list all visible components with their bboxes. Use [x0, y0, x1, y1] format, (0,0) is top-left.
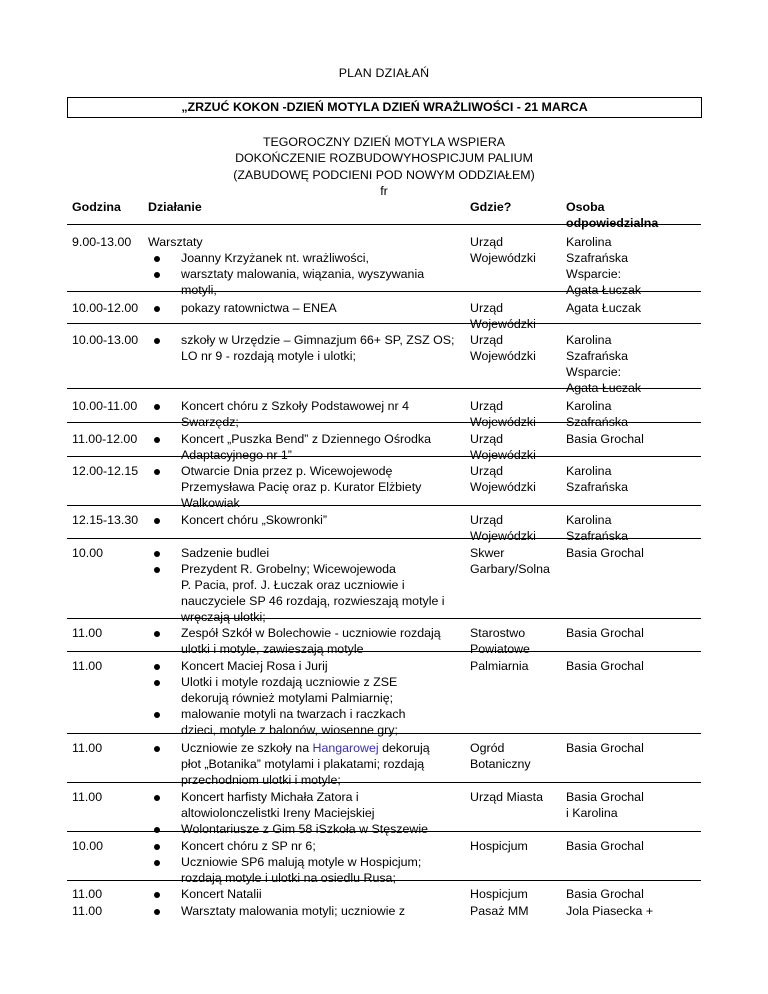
- row-divider: [67, 224, 701, 225]
- bullet-icon: [154, 827, 160, 833]
- place-cell: Wojewódzki: [470, 448, 536, 462]
- action-item: warsztaty malowania, wiązania, wyszywania: [181, 267, 425, 281]
- action-item: Zespół Szkół w Bolechowie - uczniowie rozdają: [181, 626, 441, 640]
- place-cell: Hospicjum: [470, 839, 528, 853]
- subtitle-line: (ZABUDOWĘ PODCIENI POD NOWYM ODDZIAŁEM): [233, 167, 535, 182]
- time-cell: 10.00-11.00: [72, 399, 138, 413]
- place-cell: Ogród: [470, 741, 505, 755]
- time-cell: 10.00: [72, 839, 104, 853]
- action-item-cont: płot „Botanika” motylami i plakatami; rozdają: [181, 757, 425, 771]
- place-cell: Wojewódzki: [470, 415, 536, 429]
- place-cell: Urząd: [470, 333, 504, 347]
- person-cell: Karolina: [566, 513, 612, 527]
- person-cell: Karolina: [566, 399, 612, 413]
- action-item-cont: przechodniom ulotki i motyle;: [181, 773, 341, 787]
- subtitle-line: fr: [380, 184, 388, 199]
- place-cell: Starostwo: [470, 626, 526, 640]
- row-divider: [67, 651, 701, 652]
- place-cell: Wojewódzki: [470, 317, 536, 331]
- action-item: Wolontariusze z Gim 58 iSzkoła w Stęszewie: [181, 822, 428, 836]
- bullet-icon: [154, 631, 160, 637]
- person-cell: Karolina: [566, 333, 612, 347]
- time-cell: 9.00-13.00: [72, 235, 132, 249]
- place-cell: Urząd: [470, 235, 504, 249]
- bullet-icon: [154, 338, 160, 344]
- place-cell: Urząd: [470, 432, 504, 446]
- bullet-icon: [154, 680, 160, 686]
- place-cell: Pasaż MM: [470, 904, 529, 918]
- person-cell: Agata Łuczak: [566, 301, 642, 315]
- bullet-icon: [154, 551, 160, 557]
- action-text: Uczniowie ze szkoły na: [181, 741, 313, 755]
- place-cell: Wojewódzki: [470, 251, 536, 265]
- action-text: dekorują: [378, 741, 430, 755]
- bullet-icon: [154, 256, 160, 262]
- action-item-cont: Walkowiak: [181, 496, 240, 510]
- action-item: pokazy ratownictwa – ENEA: [181, 301, 337, 315]
- action-item: Koncert „Puszka Bend” z Dziennego Ośrodka: [181, 432, 432, 446]
- place-cell: Wojewódzki: [470, 480, 536, 494]
- action-item: Otwarcie Dnia przez p. Wicewojewodę: [181, 464, 393, 478]
- header-person-2: odpowiedzialna: [566, 216, 659, 230]
- page-heading: PLAN DZIAŁAŃ: [338, 66, 430, 80]
- action-item-cont: altowiolonczelistki Ireny Maciejskiej: [181, 806, 375, 820]
- person-cell: Basia Grochal: [566, 659, 644, 673]
- place-cell: Urząd: [470, 464, 504, 478]
- action-item-cont: wręczają ulotki;: [181, 610, 266, 624]
- time-cell: 11.00: [72, 904, 103, 918]
- person-cell: Basia Grochal: [566, 887, 644, 901]
- bullet-icon: [154, 272, 160, 278]
- row-divider: [67, 323, 701, 324]
- row-divider: [67, 505, 701, 506]
- place-cell: Wojewódzki: [470, 529, 536, 543]
- action-item-cont: Przemysława Pacię oraz p. Kurator Elżbiety: [181, 480, 422, 494]
- person-cell: Agata Łuczak: [566, 381, 642, 395]
- person-cell: Karolina: [566, 464, 612, 478]
- person-cell: Basia Grochal: [566, 741, 644, 755]
- action-item: szkoły w Urzędzie – Gimnazjum 66+ SP, ZSZ OS;: [181, 333, 455, 347]
- action-item-cont: nauczyciele SP 46 rozdają, rozwieszają motyle i: [181, 594, 445, 608]
- place-cell: Garbary/Solna: [470, 562, 550, 576]
- action-item-cont: Adaptacyjnego nr 1”: [181, 448, 292, 462]
- time-cell: 11.00: [72, 741, 103, 755]
- place-cell: Urząd Miasta: [470, 790, 543, 804]
- action-item: Koncert chóru „Skowronki”: [181, 513, 327, 527]
- place-cell: Hospicjum: [470, 887, 528, 901]
- bullet-icon: [154, 892, 160, 898]
- place-cell: Urząd: [470, 513, 504, 527]
- action-item: Sadzenie budlei: [181, 546, 270, 560]
- time-cell: 11.00: [72, 659, 103, 673]
- action-item: Joanny Krzyżanek nt. wrażliwości,: [181, 251, 369, 265]
- person-cell: Jola Piasecka +: [566, 904, 654, 918]
- bullet-icon: [154, 795, 160, 801]
- person-cell: i Karolina: [566, 806, 618, 820]
- person-cell: Szafrańska: [566, 480, 628, 494]
- bullet-icon: [154, 518, 160, 524]
- time-cell: 12.15-13.30: [72, 513, 139, 527]
- place-cell: Wojewódzki: [470, 349, 536, 363]
- time-cell: 11.00: [72, 887, 103, 901]
- header-where: Gdzie?: [470, 200, 512, 214]
- action-item: Ulotki i motyle rozdają uczniowie z ZSE: [181, 675, 398, 689]
- event-banner: „ZRZUĆ KOKON -DZIEŃ MOTYLA DZIEŃ WRAŻLIWOŚCI - 21 MARCA: [67, 97, 702, 118]
- action-item: Koncert Maciej Rosa i Jurij: [181, 659, 328, 673]
- person-cell: Agata Łuczak: [566, 283, 642, 297]
- bullet-icon: [154, 664, 160, 670]
- time-cell: 12.00-12.15: [72, 464, 139, 478]
- action-item-cont: LO nr 9 - rozdają motyle i ulotki;: [181, 349, 356, 363]
- action-item-cont: ulotki i motyle, zawieszają motyle: [181, 642, 364, 656]
- subtitle-line: DOKOŃCZENIE ROZBUDOWYHOSPICJUM PALIUM: [235, 151, 533, 166]
- bullet-icon: [154, 306, 160, 312]
- time-cell: 10.00-12.00: [72, 301, 139, 315]
- person-cell: Basia Grochal: [566, 626, 644, 640]
- bullet-icon: [154, 404, 160, 410]
- bullet-icon: [154, 437, 160, 443]
- action-item: [181, 740, 430, 756]
- time-cell: 10.00-13.00: [72, 333, 139, 347]
- action-item: Koncert chóru z SP nr 6;: [181, 839, 316, 853]
- action-item: Prezydent R. Grobelny; Wicewojewoda: [181, 562, 396, 576]
- person-cell: Szafrańska: [566, 251, 628, 265]
- action-heading: Warsztaty: [148, 235, 203, 249]
- header-action: Działanie: [148, 200, 202, 214]
- bullet-icon: [154, 712, 160, 718]
- person-cell: Wsparcie:: [566, 267, 622, 281]
- bullet-icon: [154, 746, 160, 752]
- bullet-icon: [154, 469, 160, 475]
- bullet-icon: [154, 567, 160, 573]
- header-person: Osoba: [566, 200, 605, 214]
- action-item: Koncert harfisty Michała Zatora i: [181, 790, 359, 804]
- person-cell: Basia Grochal: [566, 839, 644, 853]
- action-item-cont: P. Pacia, prof. J. Łuczak oraz uczniowie i: [181, 578, 405, 592]
- time-cell: 11.00-12.00: [72, 432, 138, 446]
- action-item-cont: motyli,: [181, 283, 217, 297]
- action-item: Koncert chóru z Szkoły Podstawowej nr 4: [181, 399, 409, 413]
- person-cell: Szafrańska: [566, 349, 628, 363]
- subtitle-block: [0, 134, 768, 200]
- action-item: Koncert Natalii: [181, 887, 262, 901]
- place-cell: Palmiarnia: [470, 659, 529, 673]
- place-cell: Powiatowe: [470, 642, 530, 656]
- place-cell: Skwer: [470, 546, 505, 560]
- person-cell: Wsparcie:: [566, 365, 622, 379]
- place-cell: Urząd: [470, 301, 504, 315]
- subtitle-line: TEGOROCZNY DZIEŃ MOTYLA WSPIERA: [262, 135, 506, 149]
- action-item: Warsztaty malowania motyli; uczniowie z: [181, 904, 406, 918]
- place-cell: Botaniczny: [470, 757, 531, 771]
- action-item: Uczniowie SP6 malują motyle w Hospicjum;: [181, 855, 422, 869]
- person-cell: Basia Grochal: [566, 790, 644, 804]
- bullet-icon: [154, 844, 160, 850]
- action-item-cont: dzieci, motyle z balonów, wiosenne gry;: [181, 723, 398, 737]
- person-cell: Basia Grochal: [566, 546, 644, 560]
- time-cell: 11.00: [72, 790, 103, 804]
- person-cell: Szafrańska: [566, 415, 628, 429]
- bullet-icon: [154, 909, 160, 915]
- person-cell: Szafrańska: [566, 529, 628, 543]
- person-cell: Basia Grochal: [566, 432, 644, 446]
- action-item-cont: Swarzędz;: [181, 415, 239, 429]
- header-time: Godzina: [72, 200, 121, 214]
- row-divider: [67, 618, 701, 619]
- time-cell: 11.00: [72, 626, 103, 640]
- action-item-cont: rozdają motyle i ulotki na osiedlu Rusa;: [181, 871, 396, 885]
- row-divider: [67, 782, 701, 783]
- time-cell: 10.00: [72, 546, 104, 560]
- school-link[interactable]: Hangarowej: [312, 741, 379, 755]
- place-cell: Urząd: [470, 399, 504, 413]
- action-item-cont: dekorują również motylami Palmiarnię;: [181, 691, 394, 705]
- action-item: malowanie motyli na twarzach i raczkach: [181, 707, 406, 721]
- person-cell: Karolina: [566, 235, 612, 249]
- bullet-icon: [154, 860, 160, 866]
- row-divider: [67, 456, 701, 457]
